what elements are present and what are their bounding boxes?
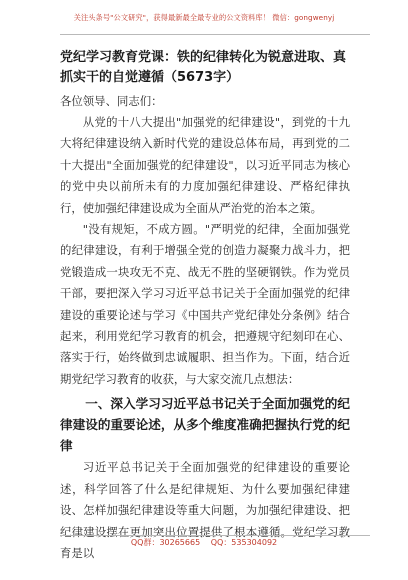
page-footer [0, 537, 408, 548]
document-title: 党纪学习教育党课：铁的纪律转化为锐意进取、真抓实干的自觉遵循（5673字） [60, 50, 347, 85]
greeting: 各位领导、同志们： [60, 94, 163, 108]
footer-divider [60, 535, 370, 536]
section-heading-1: 一、深入学习习近平总书记关于全面加强党的纪律建设的重要论述，从多个维度准确把握执行党的纪律 [60, 396, 350, 454]
paragraph-1: 从党的十八大提出"加强党的纪律建设"，到党的十九大将纪律建设纳入新时代党的建设总体布局，再到党的二十大提出"全面加强党的纪律建设"，以习近平同志为核心的党中央以前所未有的力度加强纪律建设、严格纪律执行，使加强纪律建设成为全面从严治党的治本之策。 [60, 115, 350, 215]
section-1-paragraph: 习近平总书记关于全面加强党的纪律建设的重要论述，科学回答了什么是纪律规矩、为什么要加强纪律建设、怎样加强纪律建设等重大问题，为加强纪律建设、把纪律建设摆在更加突出位置提供了根本遵循。党纪学习教育是以 [60, 460, 350, 560]
footer-qq-number: QQ：535304092 [210, 538, 278, 547]
page-header [0, 0, 408, 52]
header-promo-text: 关注头条号"公文研究"，获得最新最全最专业的公文资料库！ 微信：gongwenyj [73, 13, 335, 22]
footer-qq-group: QQ群：30265665 [130, 538, 201, 547]
header-divider [60, 34, 370, 35]
document-body [60, 48, 350, 564]
paragraph-2: "没有规矩，不成方圆。"严明党的纪律，全面加强党的纪律建设，有利于增强全党的创造力凝聚力战斗力，把党锻造成一块攻无不克、战无不胜的坚硬钢铁。作为党员干部，要把深入学习习近平总书记关于全面加强党的纪律建设的重要论述与学习《中国共产党纪律处分条例》结合起来，利用党纪学习教育的机会，把遵规守纪刻印在心、落实于行，始终做到忠诚履职、担当作为。下面，结合近期党纪学习教育的收获，与大家交流几点想法： [60, 222, 350, 386]
